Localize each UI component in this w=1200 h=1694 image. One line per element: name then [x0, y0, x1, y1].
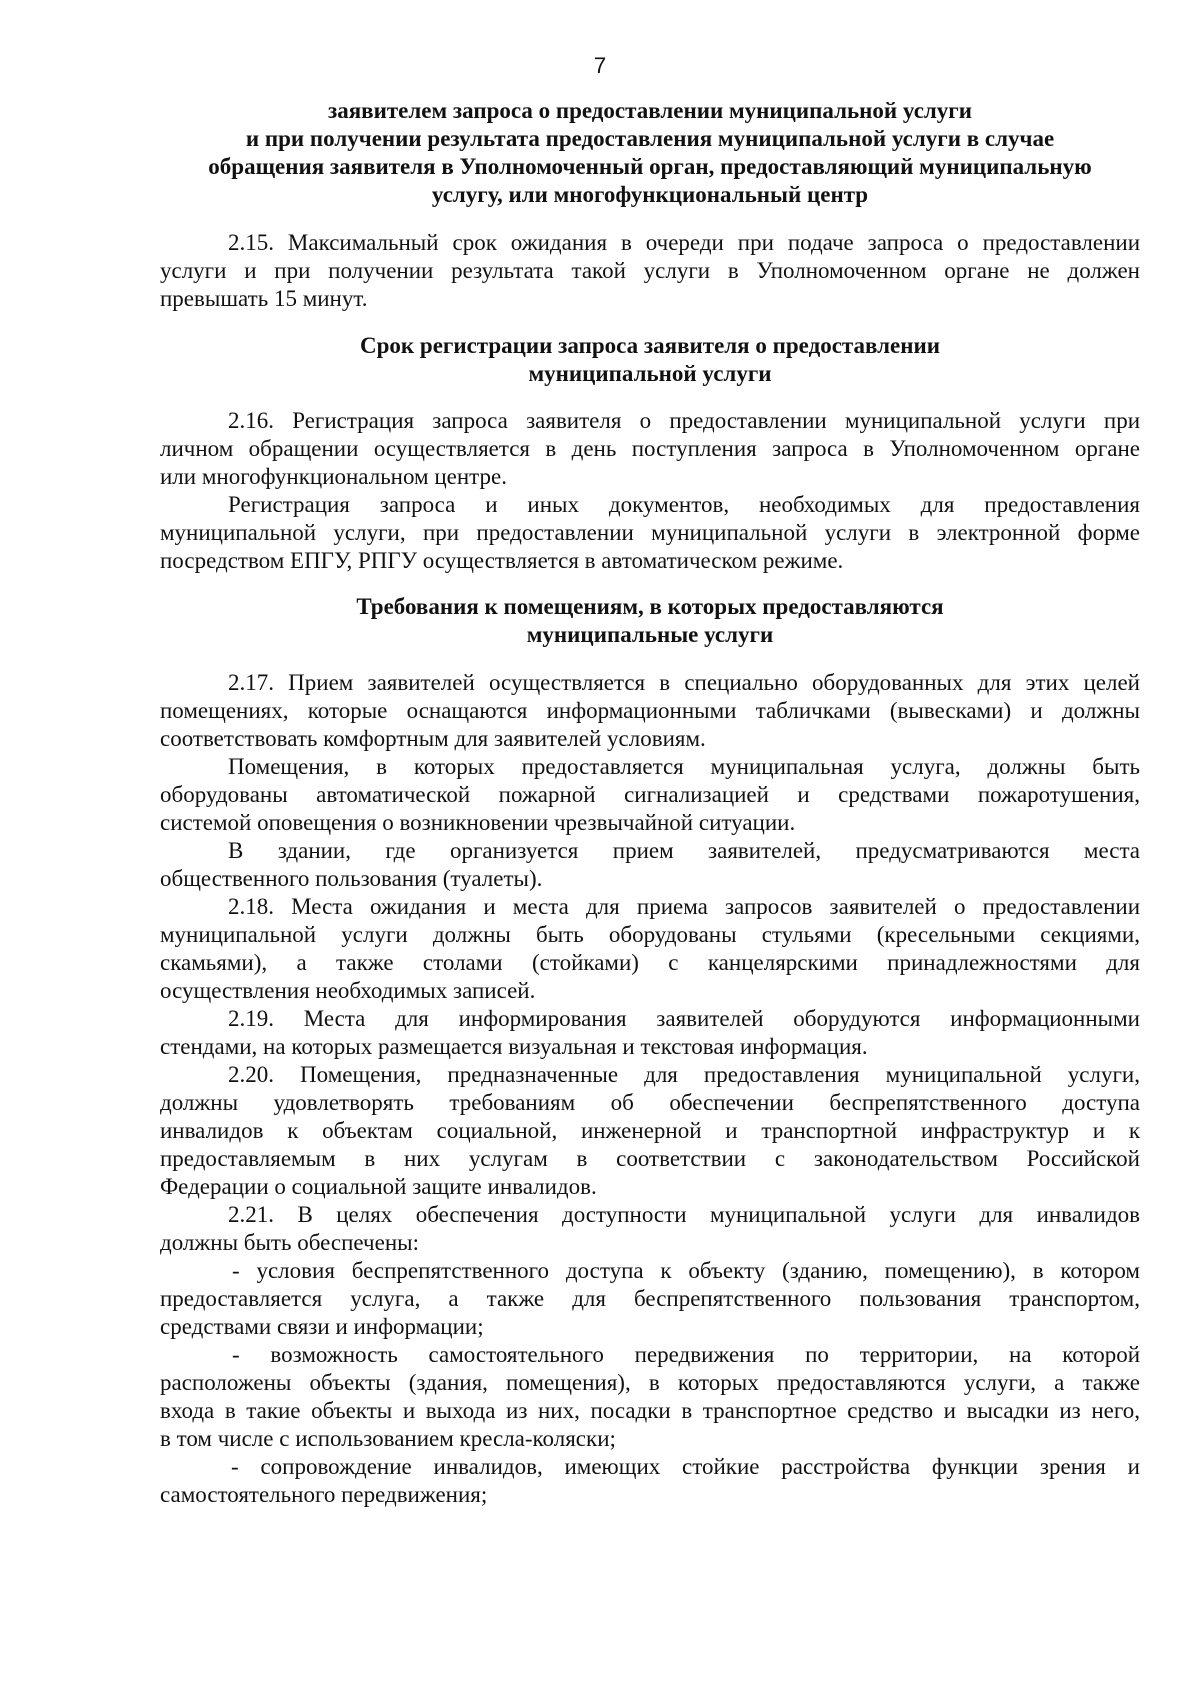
paragraph-line: 2.15. Максимальный срок ожидания в очереди при подаче запроса о предоставлении	[228, 230, 1140, 255]
paragraph-line: общественного пользования (туалеты).	[160, 866, 543, 891]
list-item-line: - сопровождение инвалидов, имеющих стойкие расстройства функции зрения и	[231, 1454, 1140, 1479]
list-item-line: - условия беспрепятственного доступа к объекту (зданию, помещению), в котором	[232, 1258, 1140, 1283]
heading-line: муниципальной услуги	[528, 361, 772, 386]
paragraph-line: 2.17. Прием заявителей осуществляется в специально оборудованных для этих целей	[228, 670, 1140, 695]
paragraph-line: помещениях, которые оснащаются информационными табличками (вывесками) и должны	[160, 698, 1140, 723]
paragraph-line: оборудованы автоматической пожарной сигнализацией и средствами пожаротушения,	[160, 782, 1140, 807]
paragraph-line: муниципальной услуги должны быть оборудованы стульями (кресельными секциями,	[160, 922, 1140, 947]
heading-line: Срок регистрации запроса заявителя о предоставлении	[360, 333, 940, 358]
paragraph-line: 2.19. Места для информирования заявителей оборудуются информационными	[228, 1006, 1140, 1031]
paragraph-line: личном обращении осуществляется в день поступления запроса в Уполномоченном органе	[160, 436, 1140, 461]
heading-line: и при получении результата предоставления муниципальной услуги в случае	[245, 126, 1055, 151]
paragraph-line: или многофункциональном центре.	[160, 464, 507, 489]
heading-line: обращения заявителя в Уполномоченный орган, предоставляющий муниципальную	[208, 154, 1092, 179]
heading-line: услугу, или многофункциональный центр	[431, 182, 869, 207]
paragraph-line: инвалидов к объектам социальной, инженерной и транспортной инфраструктур и к	[160, 1118, 1140, 1143]
heading-line: муниципальные услуги	[526, 622, 774, 647]
paragraph-line: 2.16. Регистрация запроса заявителя о предоставлении муниципальной услуги при	[228, 408, 1140, 433]
list-item-line: средствами связи и информации;	[160, 1314, 484, 1339]
list-item-line: в том числе с использованием кресла-коляски;	[160, 1426, 616, 1451]
heading-line: Требования к помещениям, в которых предоставляются	[356, 594, 944, 619]
list-item-line: - возможность самостоятельного передвижения по территории, на которой	[232, 1342, 1140, 1367]
list-item-line: предоставляется услуга, а также для беспрепятственного пользования транспортом,	[160, 1286, 1140, 1311]
paragraph-line: муниципальной услуги, при предоставлении муниципальной услуги в электронной форме	[160, 520, 1140, 545]
paragraph-line: предоставляемым в них услугам в соответствии с законодательством Российской	[160, 1146, 1140, 1171]
paragraph-line: 2.20. Помещения, предназначенные для предоставления муниципальной услуги,	[228, 1062, 1140, 1087]
paragraph-line: услуги и при получении результата такой услуги в Уполномоченном органе не должен	[160, 258, 1140, 283]
paragraph-line: 2.21. В целях обеспечения доступности муниципальной услуги для инвалидов	[228, 1202, 1140, 1227]
paragraph-line: 2.18. Места ожидания и места для приема запросов заявителей о предоставлении	[228, 894, 1140, 919]
paragraph-line: В здании, где организуется прием заявителей, предусматриваются места	[228, 838, 1140, 863]
paragraph-line: Регистрация запроса и иных документов, необходимых для предоставления	[228, 492, 1140, 517]
paragraph-line: должны быть обеспечены:	[160, 1230, 419, 1255]
list-item-line: самостоятельного передвижения;	[160, 1482, 488, 1507]
paragraph-line: осуществления необходимых записей.	[160, 978, 536, 1003]
paragraph-line: системой оповещения о возникновении чрезвычайной ситуации.	[160, 810, 796, 835]
list-item-line: расположены объекты (здания, помещения), в которых предоставляются услуги, а также	[160, 1370, 1140, 1395]
paragraph-line: скамьями), а также столами (стойками) с канцелярскими принадлежностями для	[160, 950, 1140, 975]
list-item-line: входа в такие объекты и выхода из них, посадки в транспортное средство и высадки из него,	[160, 1398, 1140, 1423]
paragraph-line: превышать 15 минут.	[160, 286, 368, 311]
paragraph-line: Федерации о социальной защите инвалидов.	[160, 1174, 597, 1199]
paragraph-line: должны удовлетворять требованиям об обеспечении беспрепятственного доступа	[160, 1090, 1140, 1115]
paragraph-line: стендами, на которых размещается визуальная и текстовая информация.	[160, 1034, 868, 1059]
paragraph-line: посредством ЕПГУ, РПГУ осуществляется в автоматическом режиме.	[160, 548, 844, 573]
paragraph-line: соответствовать комфортным для заявителей условиям.	[160, 726, 706, 751]
heading-line: заявителем запроса о предоставлении муниципальной услуги	[327, 98, 973, 123]
page-number: 7	[593, 53, 607, 78]
paragraph-line: Помещения, в которых предоставляется муниципальная услуга, должны быть	[228, 754, 1140, 779]
